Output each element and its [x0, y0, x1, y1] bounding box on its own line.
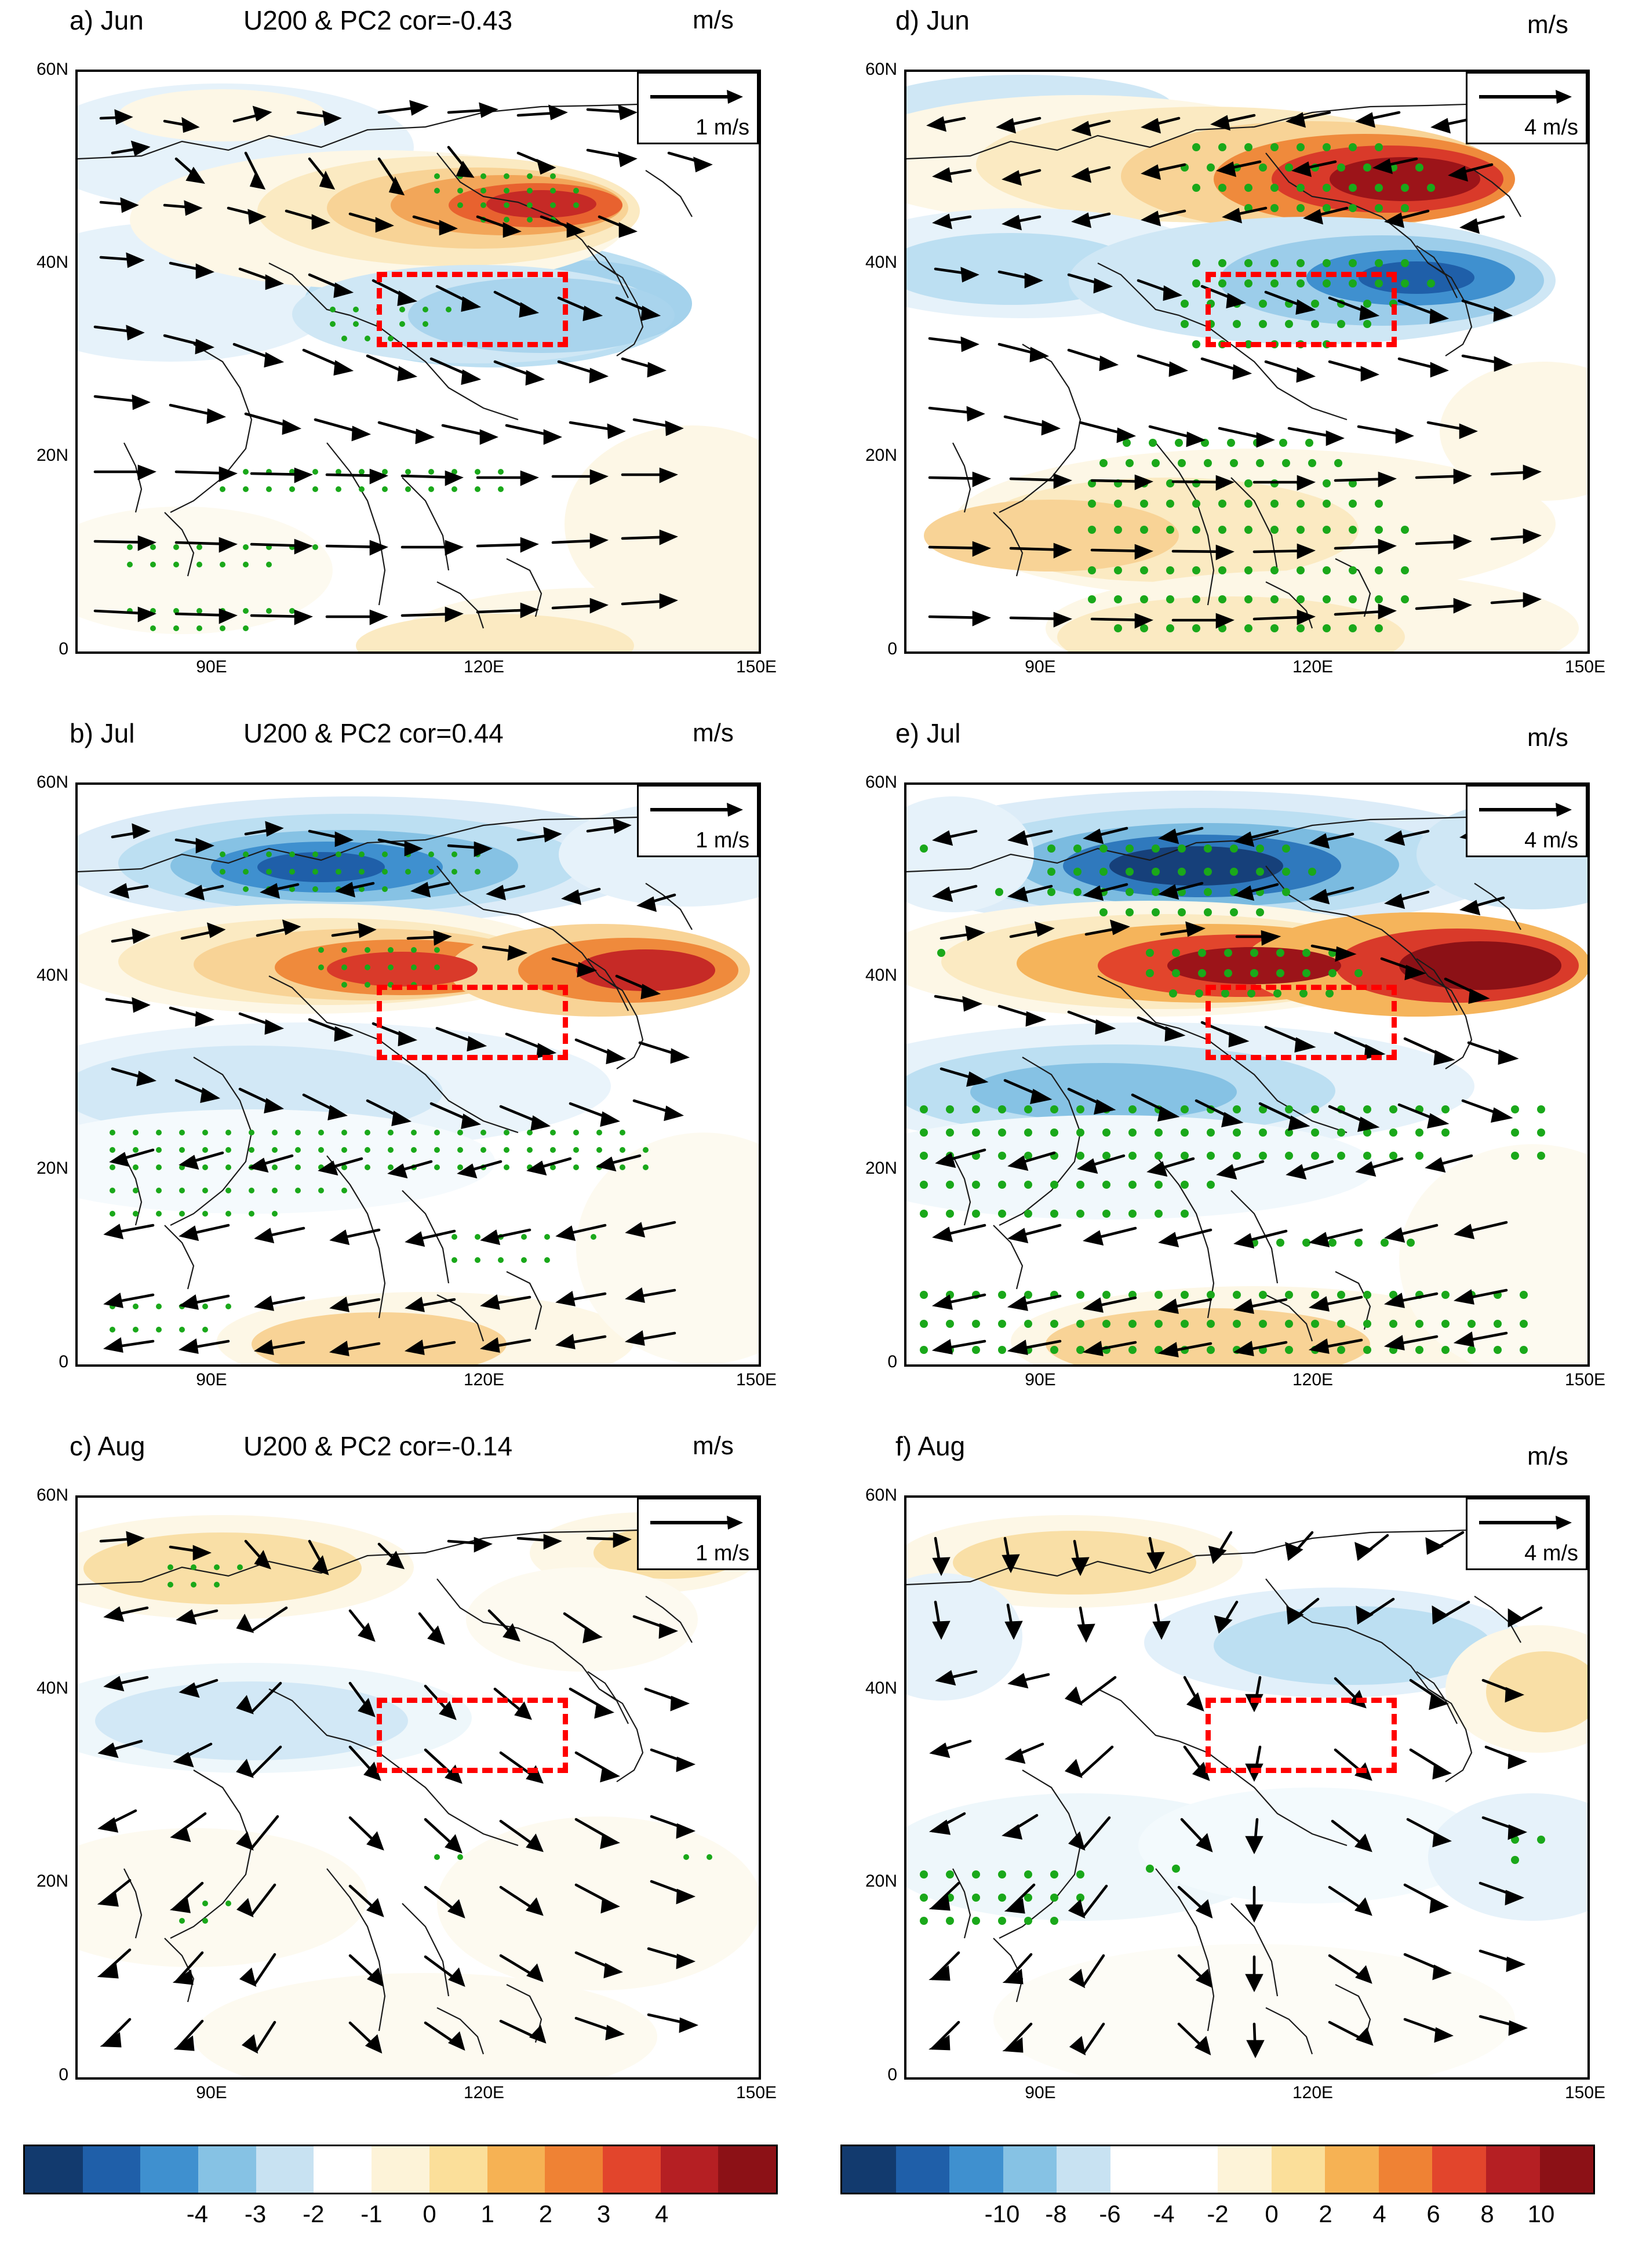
colorbar-tick-label: 0: [423, 2200, 436, 2227]
ytick-0: 0: [887, 639, 897, 658]
colorbar-swatch: [487, 2146, 545, 2193]
xtick-120E: 120E: [463, 657, 505, 676]
ytick-0: 0: [887, 1352, 897, 1371]
colorbar-swatch: [842, 2146, 896, 2193]
colorbar-swatch: [25, 2146, 83, 2193]
colorbar-swatch: [1272, 2146, 1326, 2193]
xtick-90E: 90E: [1025, 1370, 1056, 1389]
colorbar-tick-label: 4: [655, 2200, 669, 2227]
colorbar-swatch: [1432, 2146, 1486, 2193]
panel-b-ref-vector-label: 1 m/s: [695, 828, 749, 853]
ytick-40N: 40N: [36, 1679, 68, 1698]
colorbar-swatch: [661, 2146, 719, 2193]
panel-b: [0, 713, 811, 1426]
panel-d-ref-vector-label: 4 m/s: [1524, 115, 1578, 140]
colorbar-swatch: [198, 2146, 256, 2193]
xtick-120E: 120E: [1292, 2083, 1334, 2102]
left-colorbar: [23, 2145, 778, 2194]
ytick-40N: 40N: [865, 966, 897, 985]
panel-a-title: U200 & PC2 cor=-0.43: [243, 5, 513, 35]
colorbar-swatch: [896, 2146, 950, 2193]
colorbar-swatch: [603, 2146, 661, 2193]
panel-d-label: d) Jun: [895, 5, 970, 35]
colorbar-swatch: [140, 2146, 198, 2193]
colorbar-swatch: [949, 2146, 1003, 2193]
ytick-40N: 40N: [36, 966, 68, 985]
colorbar-swatch: [83, 2146, 141, 2193]
panel-a-units: m/s: [693, 6, 734, 34]
panel-b-title: U200 & PC2 cor=0.44: [243, 718, 504, 748]
colorbar-tick-label: -4: [186, 2200, 209, 2227]
xtick-90E: 90E: [196, 2083, 227, 2102]
colorbar-swatch: [545, 2146, 603, 2193]
ytick-20N: 20N: [36, 1872, 68, 1891]
colorbar-tick-label: -1: [360, 2200, 383, 2227]
panel-b-units: m/s: [693, 719, 734, 747]
xtick-120E: 120E: [463, 2083, 505, 2102]
colorbar-tick-label: 10: [1527, 2200, 1555, 2227]
colorbar-swatch: [1540, 2146, 1594, 2193]
ytick-40N: 40N: [36, 253, 68, 272]
panel-f-units: m/s: [1527, 1442, 1568, 1470]
xtick-90E: 90E: [1025, 2083, 1056, 2102]
ytick-60N: 60N: [36, 1486, 68, 1505]
colorbar-tick-label: -4: [1153, 2200, 1175, 2227]
ytick-0: 0: [59, 1352, 68, 1371]
panel-a-ref-vector-label: 1 m/s: [695, 115, 749, 140]
colorbar-tick-label: -10: [984, 2200, 1020, 2227]
ytick-20N: 20N: [865, 1872, 897, 1891]
xtick-120E: 120E: [1292, 657, 1334, 676]
colorbar-tick-label: 2: [1319, 2200, 1332, 2227]
panel-c-ref-vector-label: 1 m/s: [695, 1541, 749, 1566]
colorbar-tick-label: -6: [1099, 2200, 1121, 2227]
colorbar-swatch: [1003, 2146, 1057, 2193]
xtick-90E: 90E: [1025, 657, 1056, 676]
ytick-0: 0: [59, 639, 68, 658]
xtick-120E: 120E: [463, 1370, 505, 1389]
colorbar-swatch: [1057, 2146, 1110, 2193]
panel-a: [0, 0, 811, 713]
ytick-60N: 60N: [36, 60, 68, 79]
ytick-40N: 40N: [865, 253, 897, 272]
colorbar-tick-label: 6: [1426, 2200, 1440, 2227]
colorbar-swatch: [1325, 2146, 1379, 2193]
ytick-60N: 60N: [865, 60, 897, 79]
panel-f: [823, 1426, 1634, 2139]
ytick-20N: 20N: [865, 446, 897, 465]
colorbar-swatch: [1218, 2146, 1272, 2193]
ytick-40N: 40N: [865, 1679, 897, 1698]
xtick-120E: 120E: [1292, 1370, 1334, 1389]
colorbar-tick-label: -8: [1045, 2200, 1067, 2227]
right-colorbar-ticklabels: [840, 2200, 1594, 2241]
panel-f-ref-vector-label: 4 m/s: [1524, 1541, 1578, 1566]
colorbar-swatch: [718, 2146, 776, 2193]
panel-c-units: m/s: [693, 1432, 734, 1460]
colorbar-tick-label: 1: [480, 2200, 494, 2227]
panel-e-ref-vector-label: 4 m/s: [1524, 828, 1578, 853]
ytick-60N: 60N: [865, 1486, 897, 1505]
panel-d: [823, 0, 1634, 713]
colorbar-tick-label: 3: [596, 2200, 611, 2227]
left-colorbar-ticklabels: [23, 2200, 777, 2241]
colorbar-swatch: [1379, 2146, 1433, 2193]
panel-c-label: c) Aug: [70, 1431, 145, 1461]
panel-b-label: b) Jul: [70, 718, 135, 748]
panel-e-label: e) Jul: [895, 718, 961, 748]
colorbar-swatch: [429, 2146, 487, 2193]
left-colorbar-group: [23, 2145, 800, 2249]
ytick-20N: 20N: [36, 1159, 68, 1178]
ytick-60N: 60N: [36, 773, 68, 792]
panel-a-axes: [36, 60, 777, 676]
ytick-0: 0: [887, 2065, 897, 2084]
xtick-150E: 150E: [1564, 657, 1606, 676]
panel-f-label: f) Aug: [895, 1431, 966, 1461]
colorbar-swatch: [1164, 2146, 1218, 2193]
panel-e-units: m/s: [1527, 723, 1568, 752]
xtick-150E: 150E: [735, 1370, 777, 1389]
colorbar-tick-label: -2: [1207, 2200, 1229, 2227]
colorbar-tick-label: 4: [1372, 2200, 1386, 2227]
ytick-0: 0: [59, 2065, 68, 2084]
colorbar-tick-label: 8: [1480, 2200, 1494, 2227]
right-colorbar-group: [840, 2145, 1617, 2249]
xtick-150E: 150E: [1564, 1370, 1606, 1389]
panel-a-label: a) Jun: [70, 5, 144, 35]
colorbar-tick-label: 0: [1265, 2200, 1279, 2227]
panel-e: [823, 713, 1634, 1426]
colorbar-tick-label: 2: [538, 2200, 553, 2227]
panel-b-axes: [36, 773, 777, 1389]
xtick-150E: 150E: [735, 657, 777, 676]
colorbar-swatch: [256, 2146, 314, 2193]
panel-c-axes: [36, 1486, 777, 2102]
ytick-60N: 60N: [865, 773, 897, 792]
ytick-20N: 20N: [36, 446, 68, 465]
xtick-150E: 150E: [1564, 2083, 1606, 2102]
colorbar-tick-label: -2: [303, 2200, 325, 2227]
xtick-90E: 90E: [196, 657, 227, 676]
panel-d-units: m/s: [1527, 10, 1568, 39]
panel-c-title: U200 & PC2 cor=-0.14: [243, 1431, 513, 1461]
colorbar-swatch: [372, 2146, 429, 2193]
xtick-90E: 90E: [196, 1370, 227, 1389]
panel-c: [0, 1426, 811, 2139]
colorbar-tick-label: -3: [244, 2200, 267, 2227]
panel-d-axes: [865, 60, 1606, 676]
colorbar-swatch: [1110, 2146, 1164, 2193]
xtick-150E: 150E: [735, 2083, 777, 2102]
colorbar-swatch: [1486, 2146, 1540, 2193]
panel-e-axes: [865, 773, 1606, 1389]
ytick-20N: 20N: [865, 1159, 897, 1178]
colorbar-swatch: [314, 2146, 372, 2193]
right-colorbar: [840, 2145, 1595, 2194]
panel-f-axes: [865, 1486, 1606, 2102]
